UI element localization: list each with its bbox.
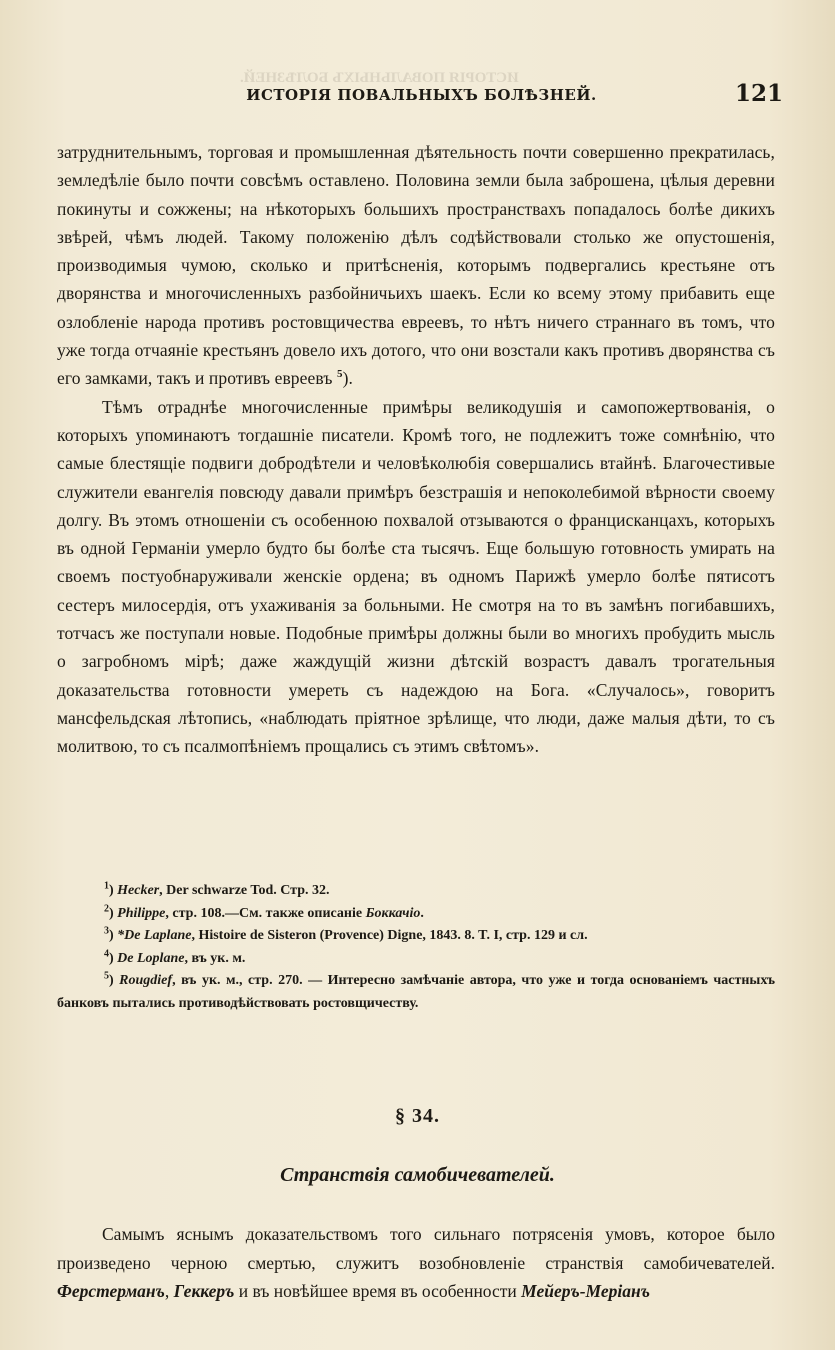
paragraph-2: Тѣмъ отраднѣе многочисленные примѣры великодушія и самопожертвованія, о которыхъ упоминаютъ тогдашніе писатели. Кромѣ того, не подлежитъ тоже сомнѣнію, что самые блестящіе подвиги добродѣтели и человѣколюбія совершались втайнѣ. Благочестивые служители евангелія повсюду давали примѣръ безстрашія и непоколебимой вѣрности своему долгу. Въ этомъ отношеніи съ особенною похвалой отзываются о францисканцахъ, которыхъ въ одной Германіи умерло будто бы болѣе ста тысячъ. Еще большую готовность умирать на своемъ постуобнаруживали женскіе ордена; въ одномъ Парижѣ умерло болѣе пятисотъ сестеръ милосердія, отъ ухаживанія за больными. Не смотря на то въ замѣнъ погибавшихъ, тотчасъ же поступали новые. Подобные примѣры должны были во многихъ пробудить мысль о загробномъ мірѣ; даже жаждущій жизни дѣтскій возрастъ давалъ трогательныя доказательства готовности умереть съ надеждою на Бога. «Случалось», говоритъ мансфельдская лѣтопись, «наблюдать пріятное зрѣлище, что люди, даже малыя дѣти, то съ молитвою, то съ псалмопѣніемъ прощались съ этимъ свѣтомъ».: [57, 396, 775, 757]
footnote-2: $^2$) Philippe, стр. 108.—См. также описаніе Боккачіо.: [104, 902, 424, 921]
section-paragraph: Самымъ яснымъ доказательствомъ того сильнаго потрясенія умовъ, которое было произведено черною смертью, служитъ возобновленіе странствія самобичевателей. Ферстерманъ, Геккеръ и въ новѣйшее время въ особенности Мейеръ-Меріанъ: [57, 1224, 775, 1301]
bleed-through-text: ИСТОРІЯ ПОВАЛЬНЫХЪ БОЛѢЗНЕЙ.: [240, 70, 519, 86]
footnote-5: $^5$) Rougdief, въ ук. м., стр. 270. — Интересно замѣчаніе автора, что уже и тогда основаніемъ частныхъ банковъ пытались противодѣйствовать ростовщичеству.: [57, 970, 775, 1011]
footnote-4: $^4$) De Loplane, въ ук. м.: [104, 947, 246, 966]
footnote-1: $^1$) Hecker, Der schwarze Tod. Стр. 32.: [104, 880, 330, 898]
section-number: § 34.: [395, 1105, 440, 1127]
paragraph-1: затруднительнымъ, торговая и промышленная дѣятельность почти совершенно прекратилась, земледѣліе было почти совсѣмъ оставлено. Половина земли была заброшена, цѣлыя деревни покинуты и сожжены; на нѣкоторыхъ большихъ пространствахъ попадалось болѣе дикихъ звѣрей, чѣмъ людей. Такому положенію дѣлъ содѣйствовали столько же опустошенія, производимыя чумою, сколько и притѣсненія, которымъ подвергались крестьяне отъ дворянства и многочисленныхъ разбойничьихъ шаекъ. Если ко всему этому прибавить еще озлобленіе народа противъ ростовщичества евреевъ, то нѣтъ ничего страннаго въ томъ, что уже тогда отчаяніе крестьянъ довело ихъ дотого, что они возстали какъ противъ дворянства съ его замками, такъ и противъ евреевъ $^5$).: [57, 142, 775, 389]
running-head: ИСТОРІЯ ПОВАЛЬНЫХЪ БОЛѢЗНЕЙ.: [246, 86, 597, 104]
page-number: 121: [734, 80, 783, 107]
footnote-3: $^3$) *De Laplane, Histoire de Sisteron (Provence) Digne, 1843. 8. T. I, стр. 129 и сл.: [104, 925, 588, 943]
section-text: [57, 1220, 775, 1306]
page-header: [60, 80, 783, 114]
footnote-ref: 5: [336, 368, 343, 381]
section-title: Странствія самобичевателей.: [280, 1164, 555, 1186]
main-text: [57, 138, 775, 761]
footnotes: [57, 880, 775, 1015]
